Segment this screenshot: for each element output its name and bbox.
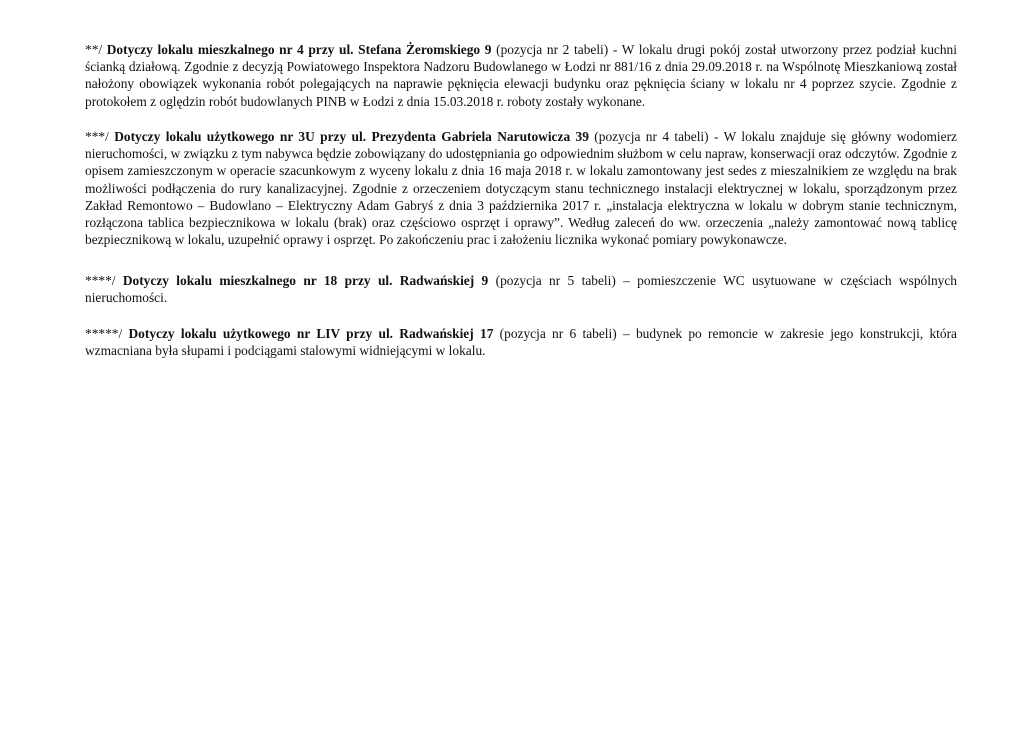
footnote-lokal-3u-narutowicza — [85, 128, 957, 248]
footnote-lokal-liv-radwanskiej — [85, 325, 957, 359]
footnote-body: (pozycja nr 2 tabeli) - W lokalu drugi pokój został utworzony przez podział kuchni ścianką działową. Zgodnie z decyzją Powiatowego Inspektora Nadzoru Budowlanego w Łodzi nr 881/16 z dnia 29.09.2018 r. na Wspólnotę Mieszkaniową został nałożony obowiązek wykonania robót polegających na naprawie pęknięcia elewacji budynku oraz pęknięcia ściany w lokalu nr 4 poprzez szycie. Zgodnie z protokołem z oględzin robót budowlanych PINB w Łodzi z dnia 15.03.2018 r. roboty zostały wykonane. — [85, 42, 957, 109]
footnote-heading: Dotyczy lokalu mieszkalnego nr 4 przy ul. Stefana Żeromskiego 9 — [106, 42, 492, 57]
footnote-heading: Dotyczy lokalu użytkowego nr LIV przy ul. Radwańskiej 17 — [128, 326, 494, 341]
footnote-heading: Dotyczy lokalu mieszkalnego nr 18 przy ul. Radwańskiej 9 — [122, 273, 489, 288]
footnote-body: (pozycja nr 4 tabeli) - W lokalu znajduje się główny wodomierz nieruchomości, w związku z tym nabywca będzie zobowiązany do udostępniania go odpowiednim służbom w celu napraw, konserwacji oraz odczytów. Zgodnie z opisem zamieszczonym w operacie szacunkowym z wyceny lokalu z dnia 16 maja 2018 r. w lokalu zamontowany jest sedes z mieszalnikiem ze względu na brak możliwości podłączenia do rury kanalizacyjnej. Zgodnie z orzeczeniem dotyczącym stanu technicznego instalacji elektrycznej w lokalu, sporządzonym przez Zakład Remontowo – Budowlano – Elektryczny Adam Gabryś z dnia 3 października 2017 r. „instalacja elektryczna w lokalu w dobrym stanie technicznym, rozłączona tablica bezpiecznikowa w lokalu (brak) oraz częściowo osprzęt i oprawy”. Według zaleceń do ww. orzeczenia „należy zamontować nową tablicę bezpiecznikową w lokalu, uzupełnić oprawy i osprzęt. Po zakończeniu prac i założeniu licznika wykonać pomiary powykonawcze. — [85, 129, 958, 248]
footnote-lokal-18-radwanskiej — [85, 272, 957, 306]
footnote-marker: *****/ — [85, 326, 129, 341]
footnote-heading: Dotyczy lokalu użytkowego nr 3U przy ul. Prezydenta Gabriela Narutowicza 39 — [114, 129, 589, 144]
footnote-body: (pozycja nr 6 tabeli) – budynek po remoncie w zakresie jego konstrukcji, która wzmacniana była słupami i podciągami stalowymi widniejącymi w lokalu. — [85, 326, 957, 359]
footnote-marker: **/ — [85, 42, 107, 57]
footnote-marker: ***/ — [85, 129, 115, 144]
footnote-lokal-4-zeromskiego — [85, 41, 957, 110]
footnote-body: (pozycja nr 5 tabeli) – pomieszczenie WC usytuowane w częściach wspólnych nieruchomości. — [85, 273, 957, 306]
footnote-marker: ****/ — [85, 273, 123, 288]
